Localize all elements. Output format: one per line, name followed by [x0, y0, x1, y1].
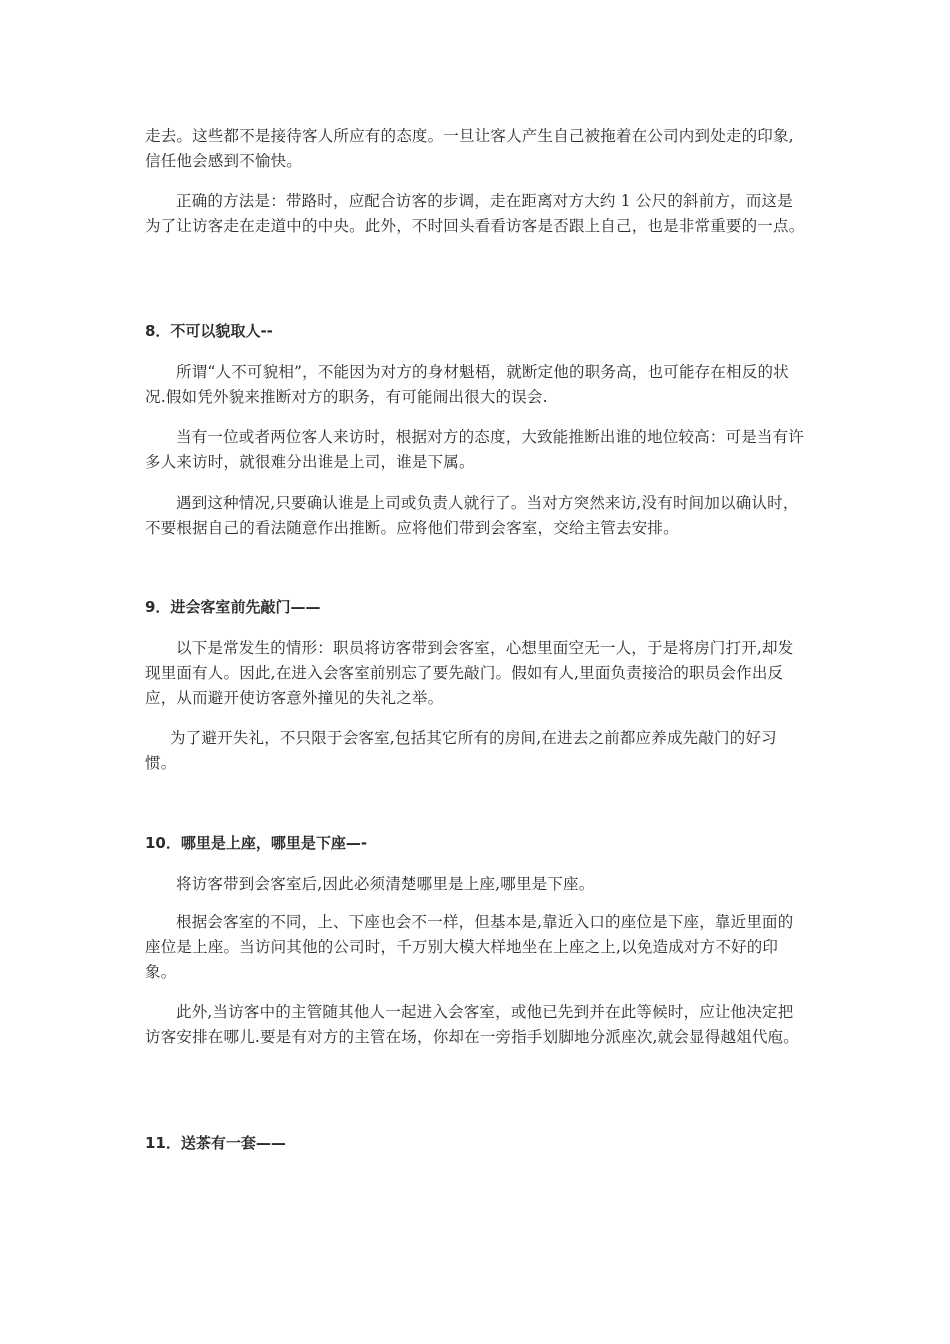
paragraph-confirm-superior: 遇到这种情况,只要确认谁是上司或负责人就行了。当对方突然来访,没有时间加以确认时，不要根据自己的看法随意作出推断。应将他们带到会客室，交给主管去安排。: [145, 494, 799, 537]
paragraph-knock-scenario: 以下是常发生的情形：职员将访客带到会客室，心想里面空无一人，于是将房门打开,却发现里面有人。因此,在进入会客室前别忘了要先敲门。假如有人,里面负责接洽的职员会作出反应，从而避开使访客意外撞见的失礼之举。: [145, 639, 794, 707]
heading-section-9: 9．进会客室前先敲门——: [145, 598, 321, 616]
heading-section-11: 11．送茶有一套——: [145, 1134, 286, 1152]
paragraph-host-manager: 此外,当访客中的主管随其他人一起进入会客室，或他已先到并在此等候时，应让他决定把访客安排在哪儿.要是有对方的主管在场，你却在一旁指手划脚地分派座次,就会显得越俎代庖。: [145, 1003, 799, 1046]
heading-section-10: 10．哪里是上座，哪里是下座—-: [145, 834, 368, 852]
paragraph-seating-intro: 将访客带到会客室后,因此必须清楚哪里是上座,哪里是下座。: [176, 875, 595, 893]
paragraph-seating-rule: 根据会客室的不同，上、下座也会不一样，但基本是,靠近入口的座位是下座，靠近里面的座位是上座。当访问其他的公司时，千万别大模大样地坐在上座之上,以免造成对方不好的印象。: [145, 913, 794, 981]
paragraph-escort-continued: 走去。这些都不是接待客人所应有的态度。一旦让客人产生自己被拖着在公司内到处走的印象,信任他会感到不愉快。: [145, 127, 794, 170]
paragraph-knock-habit: 为了避开失礼，不只限于会客室,包括其它所有的房间,在进去之前都应养成先敲门的好习惯。: [145, 729, 777, 772]
paragraph-multiple-visitors: 当有一位或者两位客人来访时，根据对方的态度，大致能推断出谁的地位较高：可是当有许多人来访时，就很难分出谁是上司，谁是下属。: [145, 428, 805, 471]
paragraph-correct-method: 正确的方法是：带路时，应配合访客的步调，走在距离对方大约 1 公尺的斜前方，而这是为了让访客走在走道中的中央。此外，不时回头看看访客是否跟上自己，也是非常重要的一点。: [145, 192, 805, 235]
heading-section-8: 8．不可以貌取人--: [145, 322, 273, 340]
paragraph-appearance: 所谓“人不可貌相”，不能因为对方的身材魁梧，就断定他的职务高，也可能存在相反的状况.假如凭外貌来推断对方的职务，有可能闹出很大的误会.: [145, 363, 789, 406]
